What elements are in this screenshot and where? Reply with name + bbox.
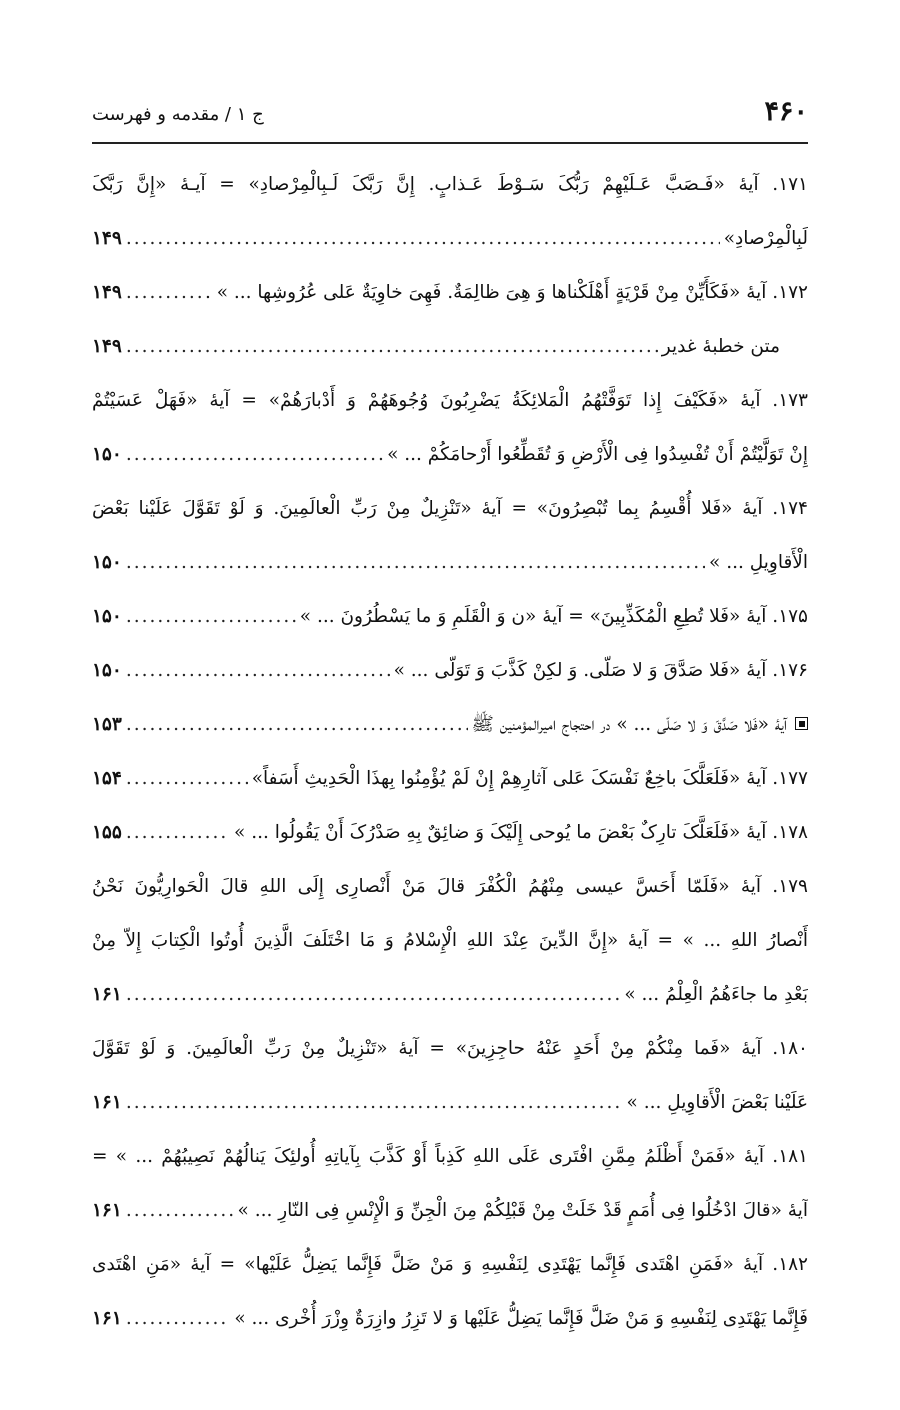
entry-line (92, 1238, 808, 1292)
page-reference: ۱۵۰ (92, 552, 122, 573)
index-entry (92, 1022, 808, 1130)
entry-line (92, 266, 808, 320)
entry-text: إِنْ تَوَلَّیْتُمْ أَنْ تُفْسِدُوا فِی الْأَرْضِ وَ تُقَطِّعُوا أَرْحامَکُمْ ... » (387, 444, 808, 465)
dot-leader (126, 698, 468, 752)
entry-text: ۱۸۱. آیهٔ «فَمَنْ أَظْلَمُ مِمَّنِ افْتَری عَلَی اللهِ کَذِباً أَوْ کَذَّبَ بِآیاتِهِ أُولئِکَ یَنالُهُمْ نَصِیبُهُمْ ... » = (92, 1146, 808, 1167)
entry-line (92, 1130, 808, 1184)
index-entry (92, 698, 808, 752)
entry-line (92, 482, 808, 536)
dot-leader (126, 806, 230, 860)
entry-text: أَنْصارُ اللهِ ... » = آیهٔ «إِنَّ الدِّینَ عِنْدَ اللهِ الْإِسْلامُ وَ مَا اخْتَلَفَ الَّذِینَ أُوتُوا الْکِتابَ إِلاّ مِنْ (92, 930, 808, 951)
entry-line (92, 590, 808, 644)
index-entry (92, 158, 808, 266)
page-reference: ۱۵۰ (92, 660, 122, 681)
page-reference: ۱۵۴ (92, 768, 122, 789)
entry-line (92, 752, 808, 806)
running-title: ج ۱ / مقدمه و فهرست (92, 104, 264, 125)
entry-text: بَعْدِ ما جاءَهُمُ الْعِلْمُ ... » (624, 984, 808, 1005)
page (92, 88, 808, 1346)
dot-leader (126, 1292, 231, 1346)
entry-line (92, 1022, 808, 1076)
entry-line (92, 428, 808, 482)
entry-text: متن خطبهٔ غدیر (661, 336, 780, 357)
entry-line (92, 1292, 808, 1346)
dot-leader (126, 212, 720, 266)
page-reference: ۱۶۱ (92, 1200, 122, 1221)
entry-text: آیهٔ «قالَ ادْخُلُوا فِی أُمَمٍ قَدْ خَلَتْ مِنْ قَبْلِکُمْ مِنَ الْجِنِّ وَ الْإِنْسِ فِی النّارِ ... » (237, 1200, 808, 1221)
index-entry (92, 374, 808, 482)
index-entry (92, 320, 808, 374)
index-entry (92, 1238, 808, 1346)
square-bullet-icon (795, 717, 808, 730)
entry-text: عَلَیْنا بَعْضَ الْأَقاوِیلِ ... » (626, 1092, 808, 1113)
entry-text: ۱۷۸. آیهٔ «فَلَعَلَّکَ تارِکٌ بَعْضَ ما یُوحی إِلَیْکَ وَ ضائِقٌ بِهِ صَدْرُکَ أَنْ یَقُولُوا ... » (234, 822, 808, 843)
entry-text: ۱۸۲. آیهٔ «فَمَنِ اهْتَدی فَإِنَّما یَهْتَدِی لِنَفْسِهِ وَ مَنْ ضَلَّ فَإِنَّما یَضِلُّ عَلَیْها» = آیهٔ «مَنِ اهْتَدی (92, 1254, 808, 1275)
entry-line (92, 644, 808, 698)
page-header (92, 88, 808, 144)
index-entry (92, 590, 808, 644)
dot-leader (126, 266, 201, 320)
entry-text: ۱۷۷. آیهٔ «فَلَعَلَّکَ باخِعٌ نَفْسَکَ عَلی آثارِهِمْ إِنْ لَمْ یُؤْمِنُوا بِهذَا الْحَدِیثِ أَسَفاً» (251, 768, 808, 789)
dot-leader (126, 320, 658, 374)
entry-line (92, 806, 808, 860)
index-entry (92, 644, 808, 698)
dot-leader (126, 1076, 623, 1130)
entry-text: ۱۷۵. آیهٔ «فَلا تُطِعِ الْمُکَذِّبِینَ» = آیهٔ «ن وَ الْقَلَمِ وَ ما یَسْطُرُونَ ... » (299, 606, 808, 627)
entry-line (92, 1184, 808, 1238)
dot-leader (126, 1184, 234, 1238)
page-reference: ۱۶۱ (92, 984, 122, 1005)
entry-text: ۱۷۹. آیهٔ «فَلَمّا أَحَسَّ عیسی مِنْهُمُ الْکُفْرَ قالَ مَنْ أَنْصارِی إِلَی اللهِ قالَ الْحَوارِیُّونَ نَحْنُ (92, 876, 808, 897)
entry-line (92, 320, 780, 374)
page-reference: ۱۶۱ (92, 1308, 122, 1329)
entry-line (92, 698, 808, 752)
entry-line (92, 374, 808, 428)
dot-leader (126, 968, 621, 1022)
index-entry (92, 266, 808, 320)
page-reference: ۱۵۰ (92, 444, 122, 465)
dot-leader (126, 428, 383, 482)
entry-text: ۱۷۳. آیهٔ «فَکَیْفَ إِذا تَوَفَّتْهُمُ الْمَلائِکَةُ یَضْرِبُونَ وُجُوهَهُمْ وَ أَدْبارَهُمْ» = آیهٔ «فَهَلْ عَسَیْتُمْ (92, 390, 808, 411)
entry-line (92, 158, 808, 212)
entry-text: فَإِنَّما یَهْتَدِی لِنَفْسِهِ وَ مَنْ ضَلَّ فَإِنَّما یَضِلُّ عَلَیْها وَ لا تَزِرُ وازِرَةٌ وِزْرَ أُخْری ... » (234, 1308, 808, 1329)
index-entry (92, 752, 808, 806)
index-entry (92, 860, 808, 1022)
entry-text: الْأَقاوِیلِ ... » (709, 552, 808, 573)
entry-text: لَبِالْمِرْصادِ» (723, 228, 808, 249)
page-reference: ۱۵۵ (92, 822, 122, 843)
page-reference: ۱۵۳ (92, 714, 122, 735)
index-entries (92, 158, 808, 1346)
entry-line (92, 1076, 808, 1130)
entry-text: ۱۷۶. آیهٔ «فَلا صَدَّقَ وَ لا صَلّی. وَ لکِنْ کَذَّبَ وَ تَوَلّی ... » (393, 660, 808, 681)
dot-leader (126, 536, 705, 590)
index-entry (92, 482, 808, 590)
entry-text: ۱۷۴. آیهٔ «فَلا أُقْسِمُ بِما تُبْصِرُونَ» = آیهٔ «تَنْزِیلٌ مِنْ رَبِّ الْعالَمِینَ. وَ لَوْ تَقَوَّلَ عَلَیْنا بَعْضَ (92, 498, 808, 519)
entry-text: آیهٔ «فَلا صَدَّقَ وَ لا صَلّی ... » در احتجاج امیرالمؤمنین ﷺ (471, 714, 787, 735)
index-entry (92, 1130, 808, 1238)
entry-line (92, 536, 808, 590)
dot-leader (126, 590, 296, 644)
dot-leader (126, 752, 248, 806)
page-reference: ۱۶۱ (92, 1092, 122, 1113)
entry-text: ۱۸۰. آیهٔ «فَما مِنْکُمْ مِنْ أَحَدٍ عَنْهُ حاجِزِینَ» = آیهٔ «تَنْزِیلٌ مِنْ رَبِّ الْعالَمِینَ. وَ لَوْ تَقَوَّلَ (92, 1038, 808, 1059)
entry-line (92, 212, 808, 266)
index-entry (92, 806, 808, 860)
dot-leader (126, 644, 390, 698)
entry-line (92, 914, 808, 968)
entry-text: ۱۷۱. آیهٔ «فَـصَبَّ عَـلَیْهِمْ رَبُّکَ سَـوْطَ عَـذابٍ. إِنَّ رَبَّکَ لَـبِالْمِرْصادِ» = آیـهٔ «إِنَّ رَبَّکَ (92, 174, 808, 195)
page-reference: ۱۴۹ (92, 336, 122, 357)
page-reference: ۱۴۹ (92, 228, 122, 249)
entry-text: ۱۷۲. آیهٔ «فَکَأَیِّنْ مِنْ قَرْیَةٍ أَهْلَکْناها وَ هِیَ ظالِمَةٌ. فَهِیَ خاوِیَةٌ عَلی عُرُوشِها ... » . (204, 282, 808, 303)
header-rule (92, 142, 808, 144)
entry-line (92, 860, 808, 914)
entry-line (92, 968, 808, 1022)
page-number: ۴۶۰ (764, 96, 808, 127)
page-reference: ۱۴۹ (92, 282, 122, 303)
page-reference: ۱۵۰ (92, 606, 122, 627)
